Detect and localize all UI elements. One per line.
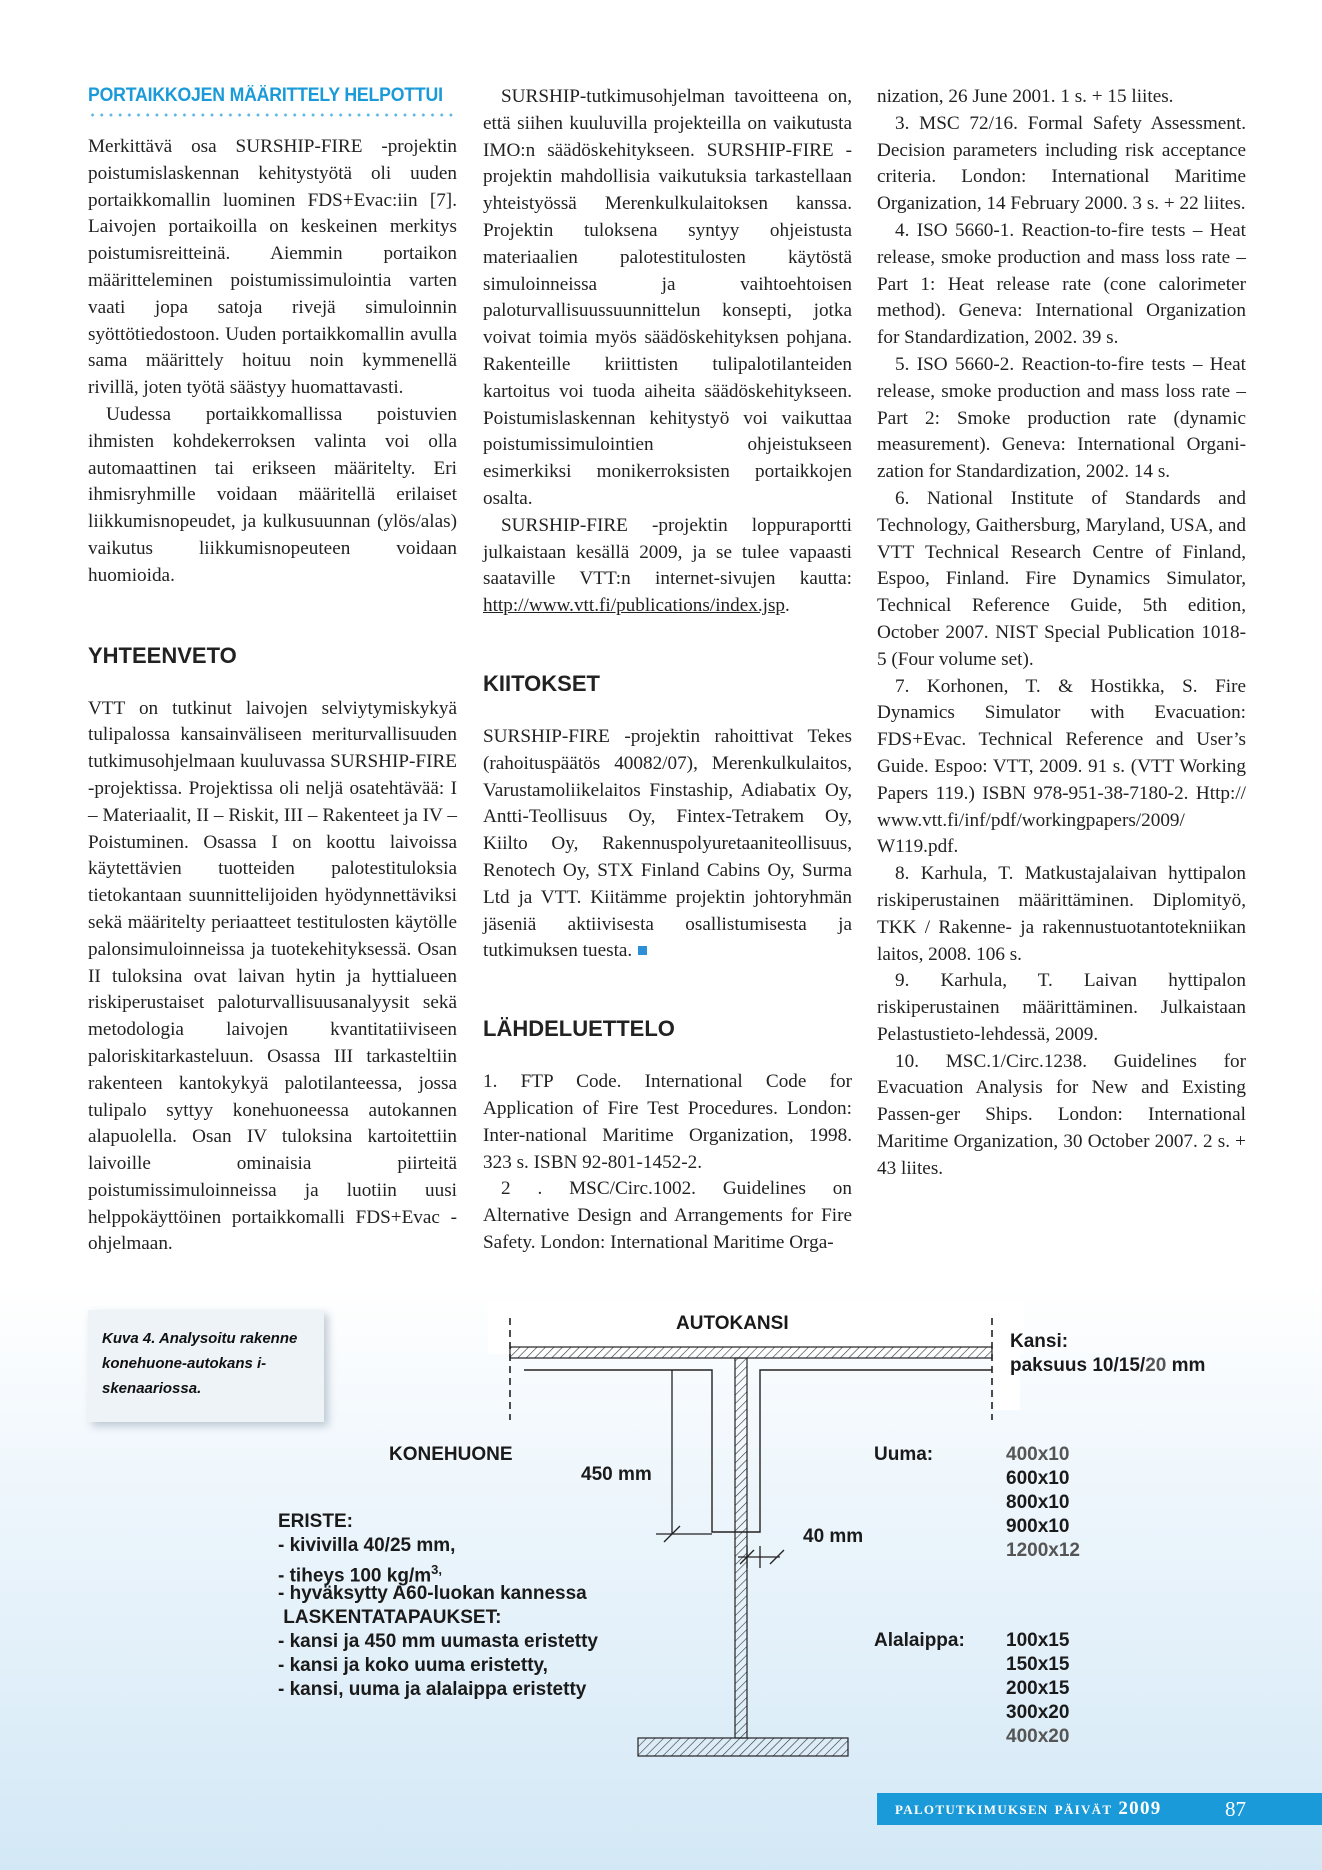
deck-thickness: paksuus 10/15/20 mm [1010, 1355, 1206, 1376]
paragraph: VTT on tutkinut laivojen selviytymiskykyä tulipalossa kansainväliseen meriturvallisuuden tutkimusohjelmaan kuuluvassa SURSHIP-FIRE -projektissa. Projektissa oli neljä osatehtävää: I – Materiaalit, II – Riskit, III – Rakenteet ja IV – Poistuminen. Osassa I on koottu laivoissa käytettävien tuotteiden palotestituloksia tietokantaan suunnittelijoiden hyödynnettäviksi sekä määritelty periaatteet testitulosten käytölle palonsimuloinneissa ja tuotekehityksessä. Osan II tuloksina ovat laivan hytin ja hyttialueen riskiperustaiset paloturvallisuusanalyysit sekä metodologia laivojen kvantitatiiviseen paloriskitarkasteluun. Osassa III tarkasteltiin rakenteen kantokykyä palotilanteessa, jossa tulipalo syttyy konehuoneessa autokannen alapuolella. Osan IV tuloksina kartoitettiin laivoille ominaisia piirteitä poistumissimuloinneissa ja luotiin uusi helppokäyttöinen portaikkomalli FDS+Evac -ohjelmaan. [88, 697, 457, 1255]
beam-web [735, 1358, 747, 1738]
section-heading-yhteenveto: YHTEENVETO [88, 642, 237, 668]
reference-item: 3. MSC 72/16. Formal Safety Assessment. Decision parameters including risk acceptance criteria. London: International Maritime Organization, 14 February 2000. 3 s. + 22 liites. [877, 112, 1246, 215]
column-2 [483, 84, 852, 1257]
reference-item: 1. FTP Code. International Code for Application of Fire Test Procedures. London: Inter-national Maritime Organization, 1998. 323 s. ISBN 92-801-1452-2. [483, 1071, 852, 1173]
konehuone-label: KONEHUONE [389, 1444, 513, 1465]
footer-bar [877, 1793, 1322, 1825]
beam-flange [638, 1738, 848, 1756]
reference-item: nization, 26 June 2001. 1 s. + 15 liites. [877, 86, 1174, 107]
uuma-size: 600x10 [1006, 1468, 1070, 1489]
reference-item: 10. MSC.1/Circ.1238. Guidelines for Evacuation Analysis for New and Existing Passen-ger Ships. London: International Maritime Organization, 30 October 2007. 2 s. + 43 liites. [877, 1050, 1246, 1179]
uuma-size: 1200x12 [1006, 1540, 1080, 1561]
uuma-label: Uuma: [874, 1444, 934, 1465]
paragraph: SURSHIP-FIRE -projektin rahoittivat Tekes (rahoituspäätös 40082/07), Merenkulkulaitos, Varustamoliikelaitos Finstaship, Adiabatix Oy, Antti-Teollisuus Oy, Fintex-Tetrakem Oy, Kiilto Oy, Rakennuspolyuretaaniteollisuus, Renotech Oy, STX Finland Cabins Oy, Surma Ltd ja VTT. Kiitämme projektin johtoryhmän jäseniä aktiivisesta osallistumisesta ja tutkimuksen tuesta. [483, 725, 852, 962]
dotted-rule [88, 112, 457, 118]
reference-item: 2 . MSC/Circ.1002. Guidelines on Alternative Design and Arrangements for Fire Safety. London: International Maritime Orga- [483, 1178, 852, 1253]
end-marker-icon [638, 946, 647, 955]
column-3 [877, 84, 1246, 1183]
section-heading-kiitokset: KIITOKSET [483, 670, 600, 696]
section-heading-portaikot: PORTAIKKOJEN MÄÄRITTELY HELPOTTUI [88, 85, 443, 106]
reference-item: 5. ISO 5660-2. Reaction-to-fire tests – Heat release, smoke production and mass loss rate – Part 2: Smoke production rate (dynamic measurement). Geneva: International Organi-zation for Standardization, 2002. 14 s. [877, 353, 1246, 483]
column-1 [88, 84, 457, 1258]
uuma-size: 900x10 [1006, 1516, 1070, 1537]
uuma-size: 400x10 [1006, 1444, 1070, 1465]
beam-diagram [0, 1290, 1322, 1770]
publications-link[interactable]: http://www.vtt.fi/publications/index.jsp [483, 595, 786, 617]
alalaippa-size: 200x15 [1006, 1678, 1070, 1699]
paragraph: SURSHIP-tutkimusohjelman tavoitteena on, että siihen kuuluvilla projekteilla on vaikutusta IMO:n säädöskehitykseen. SURSHIP-FIRE -projektin mahdollisia vaikutuksia tarkastellaan yhteistyössä Merenkulkulaitoksen kanssa. Projektin tuloksena syntyy ohjeistusta materiaalien palotestitulosten käytöstä simuloinneissa ja vaihtoehtoisen paloturvallisuussuunnittelun konsepti, jotka voivat toimia myös säädöskehityksen pohjana. Rakenteille kriittisten tulipalotilanteiden kartoitus voi tuoda aiheita säädöskehitykseen. Poistumislaskennan kehitystyö voi vaikuttaa poistumissimulointien ohjeistukseen esimerkiksi monikerroksisten portaikkojen osalta. [483, 86, 852, 509]
laskenta-item: - kansi ja koko uuma eristetty, [278, 1655, 548, 1676]
autokansi-label: AUTOKANSI [676, 1313, 789, 1334]
paragraph: Uudessa portaikkomallissa poistuvien ihmisten kohdekerroksen valinta voi olla automaattinen tai erikseen määritelty. Eri ihmisryhmille voidaan määritellä erilaiset liikkumisnopeudet, ja kulkusuunnan (ylös/alas) vaikutus liikkumisnopeuteen voidaan huomioida. [88, 403, 457, 586]
reference-item: 9. Karhula, T. Laivan hyttipalon riskiperustainen määrittäminen. Julkaistaan Pelastustieto-lehdessä, 2009. [877, 970, 1246, 1045]
deck-plate [510, 1347, 992, 1358]
alalaippa-size: 150x15 [1006, 1654, 1070, 1675]
eriste-item: - tiheys 100 $kg/m^{3,}$ [278, 1562, 442, 1587]
paragraph: Merkittävä osa SURSHIP-FIRE -projektin poistumislaskennan kehitystyötä oli uuden portaikkomallin luominen FDS+Evac:iin [7]. Laivojen portaikoilla on keskeinen merkitys poistumisreitteinä. Aiemmin portaikon määritteleminen poistumissimulointia varten vaati jopa satoja rivejä simuloinnin syöttötiedostoon. Uuden portaikkomallin avulla sama määrittely hoituu noin kymmenellä rivillä, joten työtä säästyy huomattavasti. [88, 136, 457, 399]
deck-label: Kansi: [1010, 1331, 1069, 1352]
eriste-item: - kivivilla 40/25 mm, [278, 1535, 456, 1556]
reference-item: 7. Korhonen, T. & Hostikka, S. Fire Dynamics Simulator with Evacuation: FDS+Evac. Technical Reference and User’s Guide. Espoo: VTT, 2009. 91 s. (VTT Working Papers 119.) ISBN 978-951-38-7180-2. Http:// www.vtt.fi/inf/pdf/workingpapers/2009/ W119.pdf. [877, 675, 1246, 858]
section-heading-lahdeluettelo: LÄHDELUETTELO [483, 1016, 675, 1042]
dimension-450-label: 450 mm [581, 1464, 652, 1485]
paragraph: SURSHIP-FIRE -projektin loppuraportti julkaistaan kesällä 2009, ja se tulee vapaasti saataville VTT:n internet-sivujen kautta: http://www.vtt.fi/publications/index.jsp. [483, 514, 852, 617]
laskenta-title: LASKENTATAPAUKSET: [278, 1607, 502, 1628]
alalaippa-size: 400x20 [1006, 1726, 1070, 1747]
dimension-40-label: 40 mm [803, 1526, 864, 1547]
eriste-item: - hyväksytty A60-luokan kannessa [278, 1583, 587, 1604]
alalaippa-size: 100x15 [1006, 1630, 1070, 1651]
reference-item: 6. National Institute of Standards and Technology, Gaithersburg, Maryland, USA, and VTT Technical Research Centre of Finland, Espoo, Finland. Fire Dynamics Simulator, Technical Reference Guide, 5th edition, October 2007. NIST Special Publication 1018-5 (Four volume set). [877, 487, 1246, 670]
uuma-size: 800x10 [1006, 1492, 1070, 1513]
reference-item: 8. Karhula, T. Matkustajalaivan hyttipalon riskiperustainen määrittäminen. Diplomityö, TKK / Rakenne- ja rakennustuotantotekniikan laitos, 2008. 106 s. [877, 863, 1246, 965]
figure-caption: Kuva 4. Analysoitu rakenne konehuone-autokans i-skenaariossa. [88, 1310, 324, 1422]
footer-title: palotutkimuksen päivät 2009 [895, 1798, 1162, 1819]
laskenta-item: - kansi, uuma ja alalaippa eristetty [278, 1679, 587, 1700]
alalaippa-size: 300x20 [1006, 1702, 1070, 1723]
reference-item: 4. ISO 5660-1. Reaction-to-fire tests – Heat release, smoke production and mass loss rate – Part 1: Heat release rate (cone calorimeter method). Geneva: International Organization for Standardization, 2002. 39 s. [877, 219, 1246, 349]
eriste-title: ERISTE: [278, 1511, 353, 1532]
laskenta-item: - kansi ja 450 mm uumasta eristetty [278, 1631, 598, 1652]
alalaippa-label: Alalaippa: [874, 1630, 965, 1651]
page-number: 87 [1225, 1797, 1246, 1821]
